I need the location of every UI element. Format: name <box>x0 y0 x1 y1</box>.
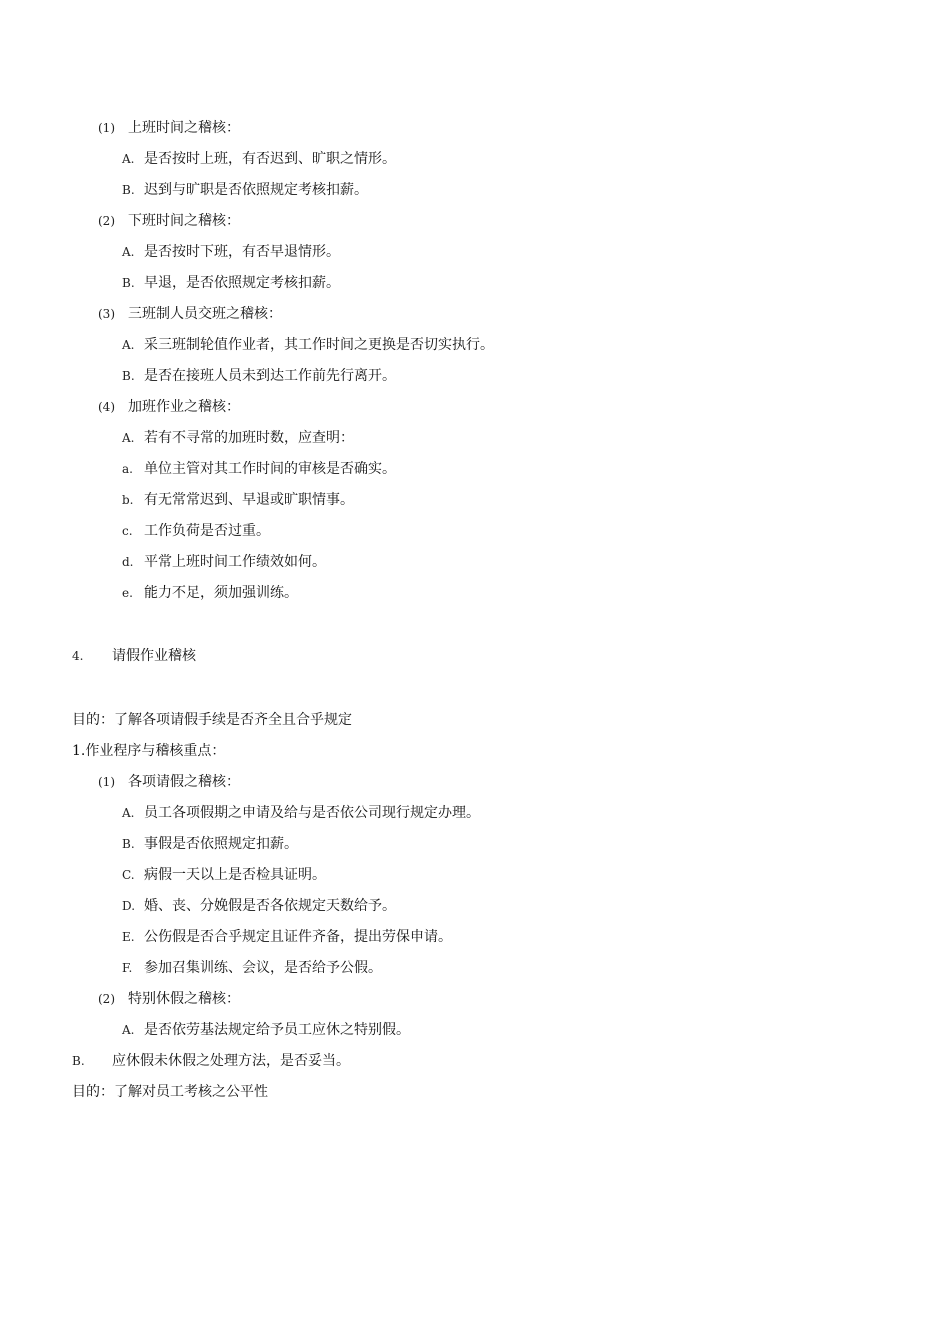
sub-item-label: b. <box>122 493 134 507</box>
sub-item-label: e. <box>122 586 133 600</box>
sub-item <box>122 149 396 169</box>
sub-item-text: 婚、丧、分娩假是否各依规定天数给予。 <box>144 898 396 914</box>
item-text: 应休假未休假之处理方法，是否妥当。 <box>112 1053 350 1069</box>
sub-item <box>122 1020 410 1040</box>
item-number: (3) <box>98 307 115 321</box>
sub-item <box>122 803 480 823</box>
sub-item-label: F. <box>122 961 133 975</box>
sub-sub-item <box>122 490 354 510</box>
sub-item-text: 迟到与旷职是否依照规定考核扣薪。 <box>144 182 368 198</box>
sub-item-text: 工作负荷是否过重。 <box>144 523 270 539</box>
sub-item <box>122 366 396 386</box>
item-text: 上班时间之稽核： <box>128 120 240 136</box>
sub-item <box>122 865 326 885</box>
step-heading: 1.作业程序与稽核重点： <box>72 743 226 759</box>
sub-item <box>122 180 368 200</box>
purpose-line: 目的：了解对员工考核之公平性 <box>72 1084 268 1100</box>
item-number: (2) <box>98 992 115 1006</box>
item-number: (2) <box>98 214 115 228</box>
sub-sub-item <box>122 583 298 603</box>
sub-item-text: 公伤假是否合乎规定且证件齐备，提出劳保申请。 <box>144 929 452 945</box>
section-heading <box>72 646 196 666</box>
sub-item-text: 是否依劳基法规定给予员工应休之特别假。 <box>144 1022 410 1038</box>
item-b <box>72 1051 350 1071</box>
sub-item <box>122 335 494 355</box>
item-number: (4) <box>98 400 115 414</box>
sub-item-label: B. <box>122 183 135 197</box>
item-text: 各项请假之稽核： <box>128 774 240 790</box>
sub-item-label: D. <box>122 899 136 913</box>
sub-item-label: C. <box>122 868 135 882</box>
sub-item <box>122 958 382 978</box>
section-title: 请假作业稽核 <box>112 648 196 664</box>
sub-item-label: A. <box>122 431 135 445</box>
item-1 <box>98 772 240 792</box>
sub-item <box>122 927 452 947</box>
sub-item-text: 病假一天以上是否检具证明。 <box>144 867 326 883</box>
sub-item-text: 员工各项假期之申请及给与是否依公司现行规定办理。 <box>144 805 480 821</box>
sub-item-label: E. <box>122 930 135 944</box>
sub-item-label: a. <box>122 462 133 476</box>
sub-sub-item <box>122 552 326 572</box>
sub-item-text: 采三班制轮值作业者，其工作时间之更换是否切实执行。 <box>144 337 494 353</box>
sub-item-text: 是否按时下班，有否早退情形。 <box>144 244 340 260</box>
sub-sub-item <box>122 521 270 541</box>
sub-item <box>122 242 340 262</box>
item-3 <box>98 304 282 324</box>
item-text: 特别休假之稽核： <box>128 991 240 1007</box>
item-2 <box>98 989 240 1009</box>
sub-item-label: B. <box>122 276 135 290</box>
item-text: 加班作业之稽核： <box>128 399 240 415</box>
item-1 <box>98 118 240 138</box>
item-text: 三班制人员交班之稽核： <box>128 306 282 322</box>
sub-item-text: 有无常常迟到、早退或旷职情事。 <box>144 492 354 508</box>
sub-item-label: A. <box>122 152 135 166</box>
item-label: B. <box>72 1054 85 1068</box>
sub-item-label: d. <box>122 555 134 569</box>
sub-item-text: 早退，是否依照规定考核扣薪。 <box>144 275 340 291</box>
sub-item-text: 是否在接班人员未到达工作前先行离开。 <box>144 368 396 384</box>
item-number: (1) <box>98 121 115 135</box>
purpose-line: 目的：了解各项请假手续是否齐全且合乎规定 <box>72 712 352 728</box>
sub-item-text: 能力不足，须加强训练。 <box>144 585 298 601</box>
sub-item-text: 若有不寻常的加班时数，应查明： <box>144 430 354 446</box>
sub-item-text: 平常上班时间工作绩效如何。 <box>144 554 326 570</box>
sub-item <box>122 834 298 854</box>
sub-item-text: 是否按时上班，有否迟到、旷职之情形。 <box>144 151 396 167</box>
sub-item-label: A. <box>122 245 135 259</box>
sub-item-label: A. <box>122 338 135 352</box>
sub-item <box>122 273 340 293</box>
sub-item-label: c. <box>122 524 133 538</box>
item-4 <box>98 397 240 417</box>
item-text: 下班时间之稽核： <box>128 213 240 229</box>
sub-item <box>122 428 354 448</box>
sub-item-label: A. <box>122 1023 135 1037</box>
sub-item-label: B. <box>122 369 135 383</box>
sub-item-text: 事假是否依照规定扣薪。 <box>144 836 298 852</box>
sub-item-label: A. <box>122 806 135 820</box>
sub-sub-item <box>122 459 396 479</box>
item-number: (1) <box>98 775 115 789</box>
item-2 <box>98 211 240 231</box>
sub-item-label: B. <box>122 837 135 851</box>
sub-item-text: 单位主管对其工作时间的审核是否确实。 <box>144 461 396 477</box>
sub-item <box>122 896 396 916</box>
sub-item-text: 参加召集训练、会议，是否给予公假。 <box>144 960 382 976</box>
section-number: 4. <box>72 649 84 663</box>
